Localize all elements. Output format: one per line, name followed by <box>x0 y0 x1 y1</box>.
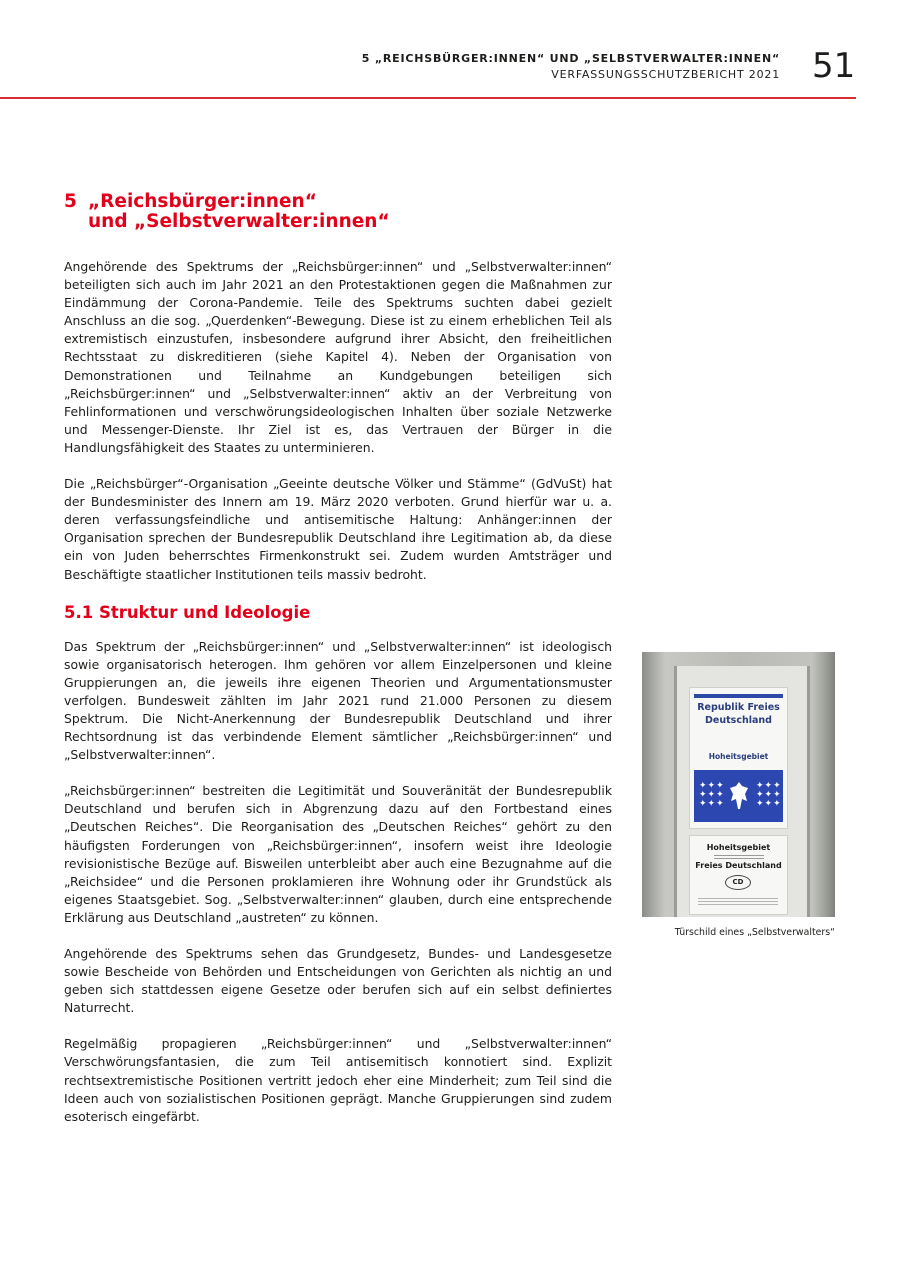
figure-caption: Türschild eines „Selbstverwalters“ <box>674 927 835 938</box>
sign-lower-fine-print <box>698 898 778 907</box>
door-sign-figure <box>642 652 835 939</box>
stars-left-icon: ✦✦✦ ✦✦✦ ✦✦✦ <box>699 781 725 809</box>
chapter-number: 5 <box>64 191 77 212</box>
sign-lower-title: Hoheitsgebiet <box>706 843 771 852</box>
intro-paragraph: Angehörende des Spektrums der „Reichsbürger:innen“ und „Selbstverwalter:innen“ beteiligten sich auch im Jahr 2021 an den Protestaktionen gegen die Maßnahmen zur Eindämmung der Corona-Pandemie. Teile des Spektrums suchten dabei gezielt Anschluss an die sog. „Querdenken“-Bewegung. Diese ist zu einem erheblichen Teil als extremistisch einzustufen, insbesondere aufgrund ihrer Absicht, den freiheitlichen Rechtsstaat zu diskreditieren (siehe Kapitel 4). Neben der Organisation von Demonstrationen und Teilnahme an Kundgebungen beteiligen sich „Reichsbürger:innen“ und „Selbstverwalter:innen“ aktiv an der Verbreitung von Fehlinformationen und verschwörungsideologischen Inhalten über soziale Netzwerke und Messenger-Dienste. Ihr Ziel ist es, das Vertrauen der Bürger in die Handlungsfähigkeit des Staates zu unterminieren. <box>64 259 612 455</box>
sign-lower-subtitle: Freies Deutschland <box>695 861 782 870</box>
sign-lower <box>689 835 788 915</box>
main-column <box>64 192 612 1144</box>
header-rule <box>0 97 856 99</box>
door-sign-photo <box>642 652 835 917</box>
section-paragraph: „Reichsbürger:innen“ bestreiten die Legitimität und Souveränität der Bundesrepublik Deutschland und berufen sich in Abgrenzung dazu auf den Fortbestand eines „Deutschen Reiches“. Die Reorganisation des „Deutschen Reiches“ gehört zu den häufigsten Forderungen von „Reichsbürger:innen“, insofern weist ihre Ideologie revisionistische Bezüge auf. Bisweilen unterbleibt aber auch eine Bezugnahme auf die „Reichsidee“ und die Personen proklamieren ihre Wohnung oder ihr Grundstück als eigenes Staatsgebiet. Sog. „Selbstverwalter:innen“ glauben, durch eine entsprechende Erklärung aus Deutschland „austreten“ zu können. <box>64 783 612 925</box>
eagle-icon <box>728 779 750 813</box>
section-paragraph: Regelmäßig propagieren „Reichsbürger:innen“ und „Selbstverwalter:innen“ Verschwörungsfantasien, die zum Teil antisemitisch konnotiert sind. Explizit rechtsextremistische Positionen vertritt jedoch eher eine Minderheit; zum Teil sind die Ideen auch von sozialistischen Positionen geprägt. Manche Gruppierungen sind zudem esoterisch eingefärbt. <box>64 1036 612 1124</box>
page-number: 51 <box>812 46 856 86</box>
page-header <box>362 51 780 83</box>
section-paragraph: Angehörende des Spektrums sehen das Grundgesetz, Bundes- und Landesgesetze sowie Bescheide von Behörden und Entscheidungen von Gerichten als nichtig an und geben sich stattdessen eigene Gesetze oder berufen sich auf ein selbst definiertes Naturrecht. <box>64 946 612 1016</box>
chapter-title <box>64 192 612 232</box>
section-title: 5.1 Struktur und Ideologie <box>64 602 311 622</box>
running-head: 5 „REICHSBÜRGER:INNEN“ UND „SELBSTVERWALTER:INNEN“ <box>361 52 780 65</box>
cd-badge: CD <box>725 875 751 890</box>
chapter-title-line-1: „Reichsbürger:innen“ <box>88 191 317 212</box>
report-name: VERFASSUNGSSCHUTZBERICHT 2021 <box>551 68 780 81</box>
sign-upper <box>689 687 788 829</box>
chapter-title-line-2: und „Selbstverwalter:innen“ <box>88 211 390 232</box>
sign-upper-subtitle: Hoheitsgebiet <box>708 752 769 761</box>
sign-stripe <box>694 694 783 698</box>
flag-icon <box>694 770 783 822</box>
section-paragraph: Das Spektrum der „Reichsbürger:innen“ und „Selbstverwalter:innen“ ist ideologisch sowie organisatorisch heterogen. Ihm gehören vor allem Einzelpersonen und kleine Gruppierungen an, die jeweils ihre eigenen Theorien und Argumentationsmuster verfolgen. Bundesweit zählten im Jahr 2021 rund 21.000 Personen zu diesem Spektrum. Die Nicht-Anerkennung der Bundesrepublik Deutschland und ihrer Rechtsordnung ist das verbindende Element sämtlicher „Reichsbürger:innen“ und „Selbstverwalter:innen“. <box>64 638 612 763</box>
sign-upper-title: Republik Freies Deutschland <box>697 702 780 726</box>
stars-right-icon: ✦✦✦ ✦✦✦ ✦✦✦ <box>756 781 782 809</box>
intro-paragraph: Die „Reichsbürger“-Organisation „Geeinte deutsche Völker und Stämme“ (GdVuSt) hat der Bundesminister des Innern am 19. März 2020 verboten. Grund hierfür war u. a. deren verfassungsfeindliche und antisemitische Haltung: Anhänger:innen der Organisation sprechen der Bundesrepublik Deutschland ihre Legitimation ab, da diese ein von Juden beherrschtes Firmenkonstrukt sei. Zudem wurden Amtsträger und Beschäftigte staatlicher Institutionen teils massiv bedroht. <box>64 476 612 582</box>
